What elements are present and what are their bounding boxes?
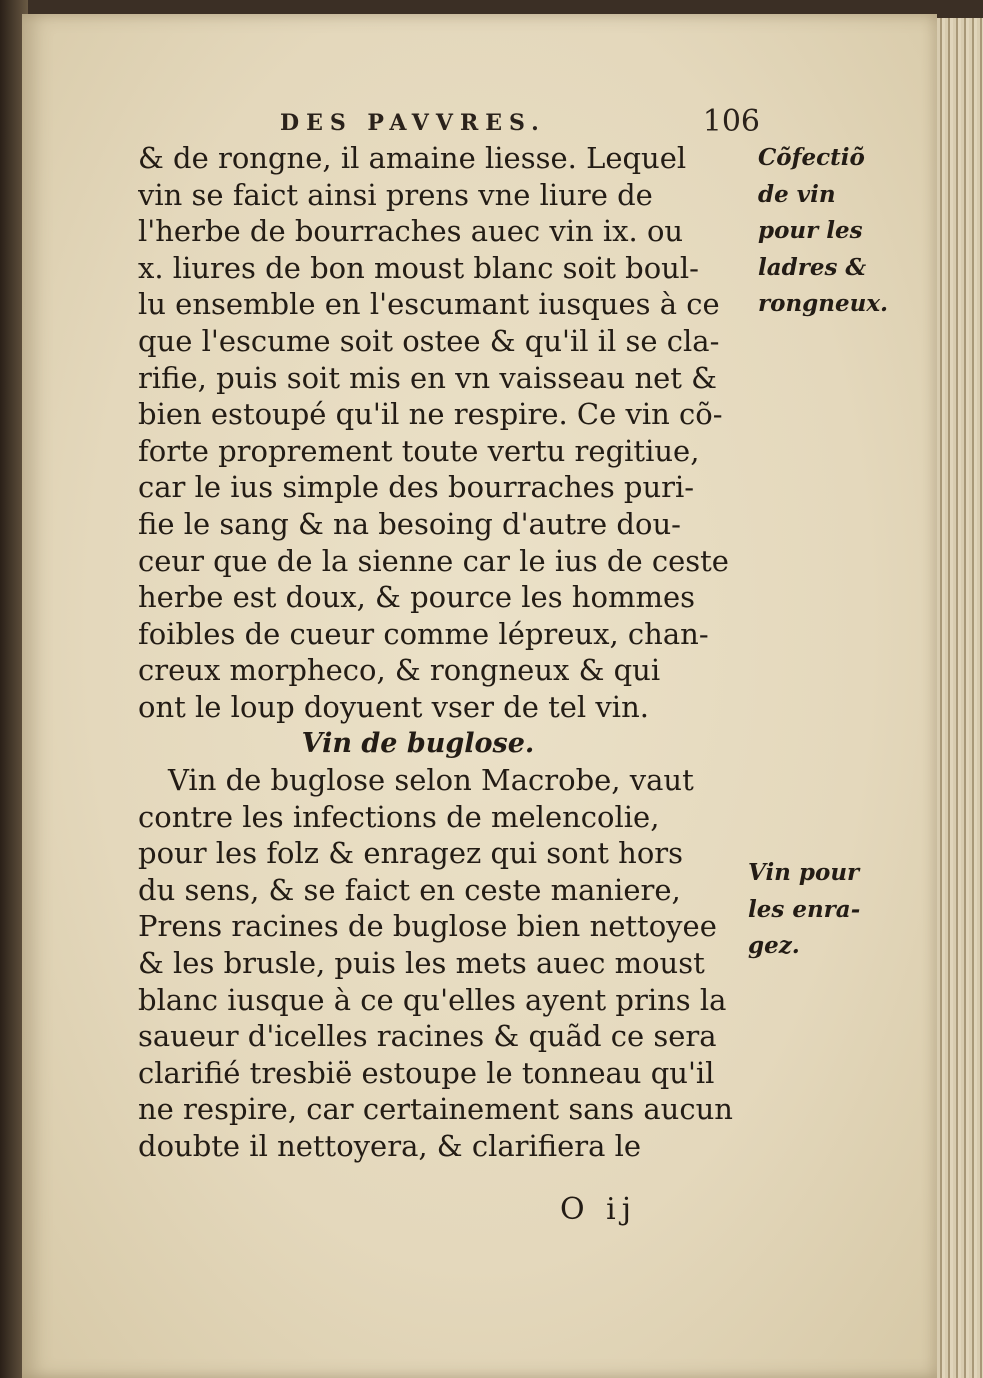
text-line: du sens, & se faict en ceste maniere,	[138, 872, 681, 907]
text-line: fie le sang & na besoing d'autre dou-	[138, 506, 681, 541]
text-line: & de rongne, il amaine liesse. Lequel	[138, 141, 687, 175]
page-number: 106	[702, 104, 760, 139]
text-line: contre les infections de melencolie,	[138, 799, 660, 834]
text-line: clarifié tresbië estoupe le tonneau qu'il	[138, 1055, 715, 1090]
text-line: bien estoupé qu'il ne respire. Ce vin cõ-	[138, 397, 723, 432]
marginal-line: Cõfectiõ	[758, 144, 865, 171]
text-line: vin se faict ainsi prens vne liure de	[138, 177, 653, 212]
text-line: doubte il nettoyera, & clarifiera le	[138, 1129, 642, 1164]
text-line: Vin de buglose selon Macrobe, vaut	[168, 763, 694, 798]
marginal-line: Vin pour	[748, 859, 860, 886]
text-line: creux morpheco, & rongneux & qui	[138, 653, 661, 688]
text-line: pour les folz & enragez qui sont hors	[138, 836, 684, 871]
signature-mark: O ij	[560, 1192, 638, 1227]
marginal-line: ladres &	[758, 253, 867, 281]
text-line: lu ensemble en l'escumant iusques à ce	[138, 287, 720, 322]
text-line: l'herbe de bourraches auec vin ix. ou	[138, 214, 684, 249]
text-line: rifie, puis soit mis en vn vaisseau net &	[138, 360, 717, 395]
text-line: saueur d'icelles racines & quãd ce sera	[138, 1019, 717, 1054]
marginal-line: pour les	[758, 217, 863, 245]
marginal-line: de vin	[758, 180, 836, 208]
text-line: Prens racines de buglose bien nettoyee	[138, 909, 717, 944]
marginal-line: les enra-	[748, 895, 861, 923]
text-line: ceur que de la sienne car le ius de ceste	[138, 543, 729, 578]
text-line: herbe est doux, & pource les hommes	[138, 580, 695, 615]
running-head-title: DES PAVVRES.	[280, 110, 546, 136]
text-line: x. liures de bon moust blanc soit boul-	[138, 250, 699, 285]
marginal-line: rongneux.	[758, 290, 889, 318]
text-line: ne respire, car certainement sans aucun	[138, 1092, 733, 1127]
marginal-note-confection	[758, 140, 888, 323]
running-head	[280, 104, 760, 144]
body-text	[138, 140, 738, 1165]
text-line: foibles de cueur comme lépreux, chan-	[138, 616, 709, 651]
marginal-line: gez.	[748, 932, 800, 960]
text-line: car le ius simple des bourraches puri-	[138, 470, 695, 505]
text-line: forte proprement toute vertu regitiue,	[138, 433, 700, 468]
marginal-note-enragez	[748, 855, 860, 965]
text-line: ont le loup doyuent vser de tel vin.	[138, 689, 649, 724]
text-line: que l'escume soit ostee & qu'il il se cla-	[138, 323, 720, 358]
text-line: blanc iusque à ce qu'elles ayent prins la	[138, 982, 727, 1017]
section-heading: Vin de buglose.	[301, 727, 535, 759]
text-line: & les brusle, puis les mets auec moust	[138, 946, 705, 981]
